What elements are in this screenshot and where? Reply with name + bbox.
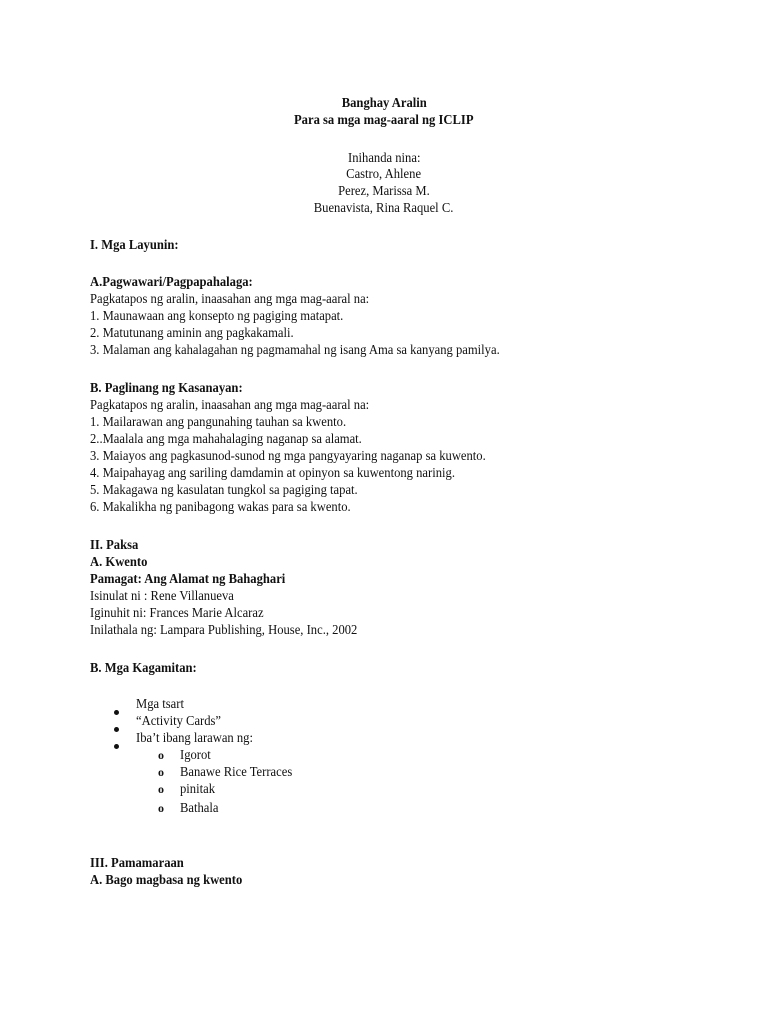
section-heading: I. Mga Layunin: (90, 238, 179, 253)
bullet-dot-icon (114, 737, 119, 754)
intro-text: Pagkatapos ng aralin, inaasahan ang mga mag-aaral na: (90, 398, 370, 413)
sub-bullet-item: Banawe Rice Terraces (180, 765, 293, 780)
author-name: Buenavista, Rina Raquel C. (314, 201, 454, 216)
list-item: 3. Malaman ang kahalagahan ng pagmamahal ng isang Ama sa kanyang pamilya. (90, 343, 500, 358)
circle-bullet-icon: o (158, 765, 164, 779)
document-subtitle: Para sa mga mag-aaral ng ICLIP (294, 113, 474, 128)
author-name: Perez, Marissa M. (338, 184, 430, 199)
circle-bullet-icon: o (158, 782, 164, 796)
subsection-heading: A. Bago magbasa ng kwento (90, 873, 243, 888)
sub-bullet-item: Bathala (180, 801, 219, 816)
document-title: Banghay Aralin (341, 96, 427, 111)
list-item: 3. Maiayos ang pagkasunod-sunod ng mga pangyayaring naganap sa kuwento. (90, 449, 486, 464)
subsection-heading: A.Pagwawari/Pagpapahalaga: (90, 275, 253, 290)
bullet-dot-icon (114, 703, 119, 720)
list-item: 6. Makalikha ng panibagong wakas para sa kwento. (90, 500, 351, 515)
story-detail: Isinulat ni : Rene Villanueva (90, 589, 234, 604)
list-item: 1. Mailarawan ang pangunahing tauhan sa kwento. (90, 415, 347, 430)
subsection-heading: B. Mga Kagamitan: (90, 661, 197, 676)
subsection-heading: A. Kwento (90, 555, 148, 570)
author-name: Castro, Ahlene (346, 167, 422, 182)
circle-bullet-icon: o (158, 748, 164, 762)
story-detail: Iginuhit ni: Frances Marie Alcaraz (90, 606, 264, 621)
prepared-by-label: Inihanda nina: (347, 151, 421, 166)
list-item: 2. Matutunang aminin ang pagkakamali. (90, 326, 294, 341)
bullet-item: Iba’t ibang larawan ng: (136, 731, 253, 746)
list-item: 2..Maalala ang mga mahahalaging naganap sa alamat. (90, 432, 362, 447)
bullet-item: Mga tsart (136, 697, 184, 712)
list-item: 5. Makagawa ng kasulatan tungkol sa pagiging tapat. (90, 483, 358, 498)
list-item: 4. Maipahayag ang sariling damdamin at opinyon sa kuwentong narinig. (90, 466, 455, 481)
sub-bullet-item: pinitak (180, 782, 216, 797)
bullet-dot-icon (114, 720, 119, 737)
bullet-item: “Activity Cards” (136, 714, 222, 729)
story-detail: Inilathala ng: Lampara Publishing, House, Inc., 2002 (90, 623, 358, 638)
subsection-heading: B. Paglinang ng Kasanayan: (90, 381, 243, 396)
story-title: Pamagat: Ang Alamat ng Bahaghari (90, 572, 286, 587)
section-heading: III. Pamamaraan (90, 856, 184, 871)
intro-text: Pagkatapos ng aralin, inaasahan ang mga mag-aaral na: (90, 292, 370, 307)
section-heading: II. Paksa (90, 538, 139, 553)
list-item: 1. Maunawaan ang konsepto ng pagiging matapat. (90, 309, 344, 324)
sub-bullet-item: Igorot (180, 748, 211, 763)
circle-bullet-icon: o (158, 801, 164, 815)
